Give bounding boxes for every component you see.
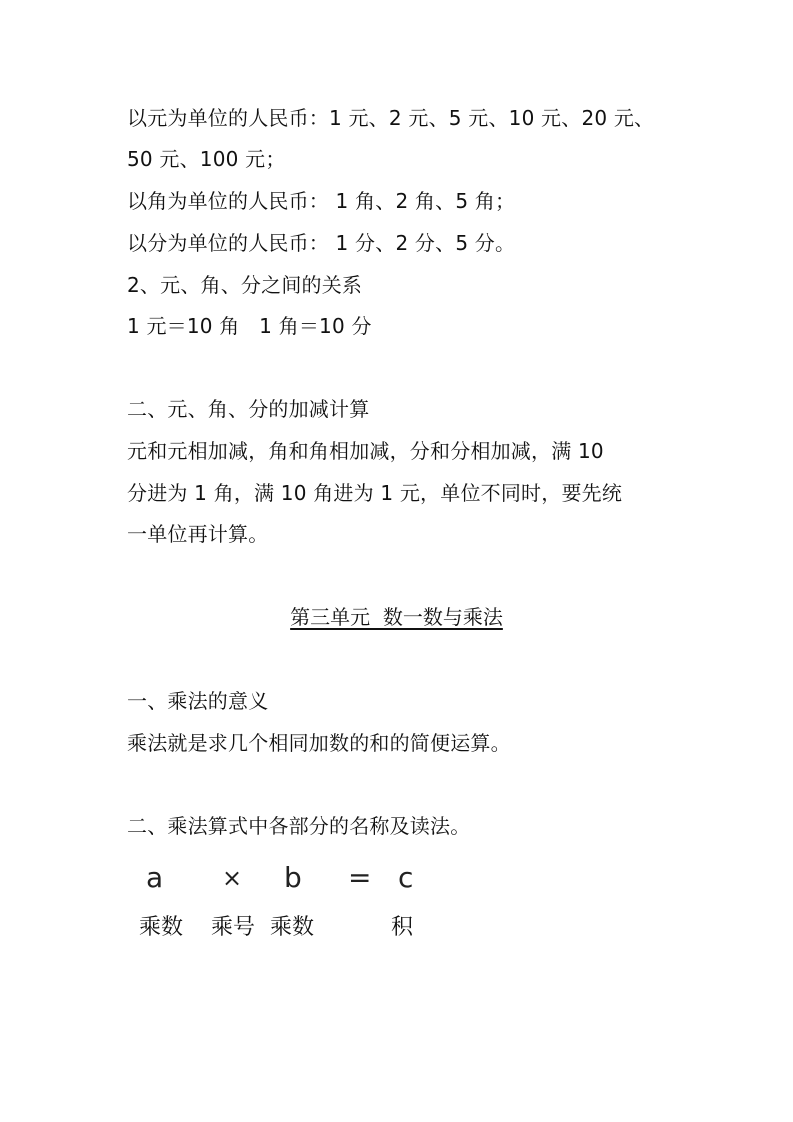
formula-times-sign: ×: [222, 864, 243, 892]
calc-text-line-3: 一单位再计算。: [127, 522, 269, 546]
fen-unit-line: 以分为单位的人民币： 1 分、2 分、5 分。: [127, 231, 516, 255]
unit-title: [0, 603, 793, 631]
label-multiplier: 乘数: [270, 915, 315, 940]
meaning-text: 乘法就是求几个相同加数的和的简便运算。: [127, 731, 511, 755]
jiao-unit-line: 以角为单位的人民币： 1 角、2 角、5 角；: [127, 189, 516, 213]
relation-formula: 1 元＝10 角 1 角＝10 分: [127, 314, 372, 338]
formula-c: c: [398, 861, 414, 894]
calc-text-line-1: 元和元相加减，角和角相加减，分和分相加减，满 10: [127, 439, 604, 463]
calc-heading: 二、元、角、分的加减计算: [127, 397, 370, 421]
relation-heading: 2、元、角、分之间的关系: [127, 273, 363, 297]
parts-heading: 二、乘法算式中各部分的名称及读法。: [127, 814, 471, 838]
multiplication-formula: [0, 858, 793, 898]
label-times-sign: 乘号: [211, 915, 256, 940]
formula-part-labels: [0, 912, 793, 944]
formula-b: b: [284, 861, 302, 894]
unit-title-text: 第三单元 数一数与乘法: [290, 605, 503, 629]
label-product: 积: [391, 915, 414, 940]
calc-text-line-2: 分进为 1 角，满 10 角进为 1 元，单位不同时，要先统: [127, 481, 623, 505]
formula-a: a: [146, 861, 164, 894]
yuan-unit-line-2: 50 元、100 元；: [127, 147, 286, 171]
label-multiplicand: 乘数: [139, 915, 184, 940]
yuan-unit-line-1: 以元为单位的人民币：1 元、2 元、5 元、10 元、20 元、: [127, 106, 655, 130]
formula-equals-sign: =: [348, 861, 372, 894]
meaning-heading: 一、乘法的意义: [127, 689, 269, 713]
